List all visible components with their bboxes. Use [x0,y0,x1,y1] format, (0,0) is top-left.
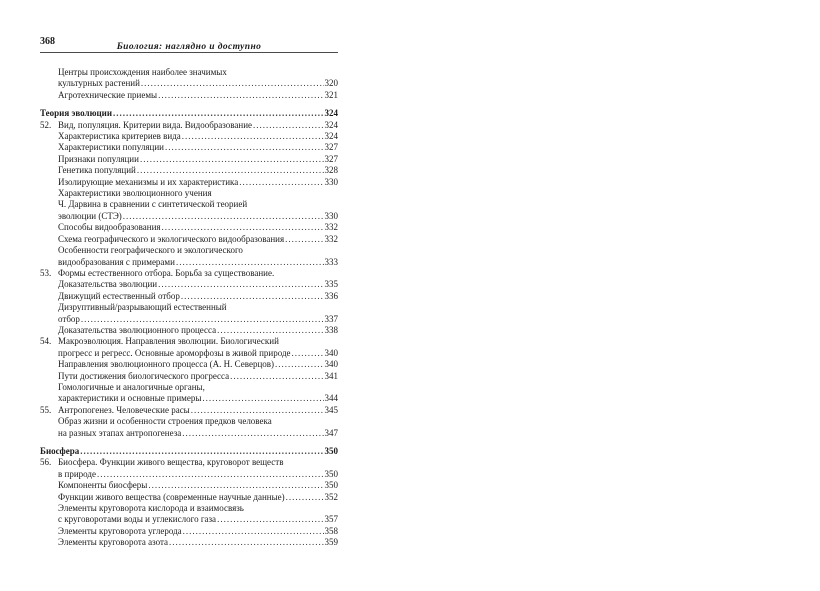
toc-line [58,325,338,336]
toc-line [58,314,338,325]
toc-line [58,382,338,393]
entry-page-number: 350 [324,480,338,491]
toc-line [58,154,338,165]
entry-text: культурных растений [58,78,140,89]
toc-line [58,177,338,188]
toc-line [58,537,338,548]
entry-text: характеристики и основные примеры [58,393,202,404]
entry-text: Характеристики популяции [58,142,164,153]
entry-text: Биосфера [40,446,80,456]
toc-entry [40,291,338,302]
toc-entry [40,336,338,359]
entry-page-number: 327 [324,142,338,153]
toc-line [40,108,338,119]
book-page [40,36,338,549]
entry-page-number: 352 [324,491,338,502]
entry-page-number: 335 [324,279,338,290]
toc-line [58,279,338,290]
entry-page-number: 350 [324,468,338,479]
dot-leader [123,211,324,222]
toc-entry [40,142,338,153]
toc-line [58,131,338,142]
toc-line [58,78,338,89]
dot-leader [158,90,323,101]
entry-text: прогресс и регресс. Основные ароморфозы в живой природе [58,347,291,358]
entry-page-number: 320 [324,78,338,89]
toc-line [58,222,338,233]
dot-leader [140,154,324,165]
toc-line [58,67,338,78]
dot-leader [80,446,323,457]
entry-text: Компоненты биосферы [58,480,148,491]
entry-text: отбор [58,313,80,324]
entry-page-number: 345 [324,404,338,415]
entry-text: эволюции (СТЭ) [58,210,122,221]
toc-entry [40,405,338,416]
dot-leader [183,526,324,537]
dot-leader [181,291,324,302]
entry-text: Центры происхождения наиболее значимых [58,67,227,77]
entry-number: 53. [40,267,52,278]
toc-line [58,90,338,101]
toc-line [40,446,338,457]
toc-entry [40,108,338,119]
entry-page-number: 357 [324,514,338,525]
toc-line [58,188,338,199]
entry-text: Особенности географического и экологического [58,245,243,256]
toc-entry [40,526,338,537]
entry-text: в природе [58,468,96,479]
toc-entry [40,120,338,131]
dot-leader [275,359,323,370]
dot-leader [182,428,323,439]
header-rule [40,52,338,53]
toc-line [58,416,338,427]
entry-text: Макроэволюция. Направления эволюции. Биологический [58,336,279,347]
entry-text: Пути достижения биологического прогресса [58,370,230,381]
entry-page-number: 327 [324,153,338,164]
dot-leader [158,279,323,290]
toc-entry [40,446,338,457]
entry-page-number: 324 [324,108,338,119]
dot-leader [141,78,324,89]
toc-line [58,457,338,468]
dot-leader [202,393,323,404]
entry-text: Генетика популяций [58,165,136,176]
entry-number: 54. [40,336,52,347]
toc-entry [40,382,338,405]
dot-leader [165,142,324,153]
toc-line [58,199,338,210]
toc-entry [40,268,338,291]
toc-entry [40,537,338,548]
entry-page-number: 324 [324,119,338,130]
dot-leader [286,492,324,503]
entry-text: Дизруптивный/разрывающий естественный [58,302,227,313]
toc-line [58,492,338,503]
entry-number: 55. [40,404,52,415]
entry-text: Биосфера. Функции живого вещества, круговорот веществ [58,457,284,468]
entry-text: Образ жизни и особенности строения предков человека [58,416,272,427]
entry-text: Способы видообразования [58,222,161,233]
entry-number: 56. [40,457,52,468]
entry-page-number: 344 [324,393,338,404]
toc-line [58,526,338,537]
entry-text: Ч. Дарвина в сравнении с синтетической теорией [58,199,248,210]
toc-line [58,291,338,302]
toc-entry [40,416,338,439]
entry-page-number: 332 [324,233,338,244]
entry-page-number: 330 [324,210,338,221]
entry-page-number: 359 [324,537,338,548]
header-page-number: 368 [40,36,55,47]
dot-leader [239,177,323,188]
dot-leader [113,108,323,119]
toc-entry [40,492,338,503]
entry-text: Агротехнические приемы [58,89,158,100]
toc-entry [40,325,338,336]
entry-text: Схема географического и экологического видообразования [58,233,285,244]
dot-leader [137,165,324,176]
dot-leader [169,537,323,548]
dot-leader [182,131,324,142]
entry-page-number: 330 [324,176,338,187]
entry-page-number: 324 [324,131,338,142]
toc-line [58,405,338,416]
entry-text: Доказательства эволюционного процесса [58,324,217,335]
entry-page-number: 328 [324,165,338,176]
toc-line [58,371,338,382]
entry-page-number: 333 [324,256,338,267]
dot-leader [253,120,323,131]
entry-text: Изолирующие механизмы и их характеристика [58,176,239,187]
dot-leader [148,480,323,491]
entry-text: на разных этапах антропогенеза [58,427,182,438]
toc-line [58,503,338,514]
entry-text: Элементы круговорота углерода [58,525,182,536]
toc-line [58,165,338,176]
toc-entry [40,245,338,268]
page-header [40,36,338,52]
toc-entry [40,188,338,222]
entry-text: видообразования с примерами [58,256,175,267]
toc-line [58,211,338,222]
toc-line [58,480,338,491]
entry-text: Признаки популяции [58,153,139,164]
entry-text: Доказательства эволюции [58,279,158,290]
toc-line [58,514,338,525]
toc-entry [40,222,338,233]
toc-entry [40,154,338,165]
entry-text: Элементы круговорота азота [58,537,169,548]
dot-leader [97,469,324,480]
toc-line [58,302,338,313]
entry-text: Движущий естественный отбор [58,290,180,301]
entry-text: с круговоротами воды и углекислого газа [58,514,217,525]
toc-entry [40,165,338,176]
toc-entry [40,480,338,491]
toc-entry [40,302,338,325]
toc-line [58,120,338,131]
toc-line [58,393,338,404]
toc-entry [40,371,338,382]
entry-text: Характеристики эволюционного учения [58,188,212,199]
entry-page-number: 350 [324,446,338,456]
toc-line [58,268,338,279]
toc-line [58,234,338,245]
entry-text: Вид, популяция. Критерии вида. Видообразование [58,119,253,130]
toc-line [58,469,338,480]
table-of-contents [40,67,338,549]
entry-page-number: 332 [324,222,338,233]
dot-leader [217,514,323,525]
dot-leader [162,222,324,233]
toc-line [58,142,338,153]
entry-text: Гомологичные и аналогичные органы, [58,381,205,392]
entry-text: Характеристика критериев вида [58,131,181,142]
entry-page-number: 347 [324,427,338,438]
dot-leader [176,257,324,268]
entry-number: 52. [40,119,52,130]
entry-page-number: 358 [324,525,338,536]
entry-page-number: 321 [324,89,338,100]
entry-page-number: 340 [324,359,338,370]
entry-page-number: 336 [324,290,338,301]
toc-entry [40,457,338,480]
dot-leader [292,348,324,359]
toc-entry [40,359,338,370]
dot-leader [230,371,323,382]
dot-leader [191,405,324,416]
book-title: Биология: наглядно и доступно [116,42,262,52]
dot-leader [285,234,323,245]
dot-leader [81,314,324,325]
toc-line [58,428,338,439]
dot-leader [217,325,323,336]
toc-line [58,359,338,370]
entry-page-number: 341 [324,370,338,381]
toc-line [58,348,338,359]
entry-page-number: 337 [324,313,338,324]
toc-line [58,257,338,268]
entry-text: Направления эволюционного процесса (А. Н. Северцов) [58,359,275,370]
entry-text: Формы естественного отбора. Борьба за существование. [58,267,275,278]
entry-text: Антропогенез. Человеческие расы [58,404,190,415]
entry-page-number: 340 [324,347,338,358]
toc-line [58,336,338,347]
toc-entry [40,131,338,142]
entry-text: Теория эволюции [40,108,113,119]
toc-line [58,245,338,256]
toc-entry [40,177,338,188]
toc-entry [40,234,338,245]
toc-entry [40,503,338,526]
entry-text: Функции живого вещества (современные научные данные) [58,491,285,502]
entry-page-number: 338 [324,324,338,335]
entry-text: Элементы круговорота кислорода и взаимосвязь [58,503,244,514]
toc-entry [40,67,338,90]
toc-entry [40,90,338,101]
